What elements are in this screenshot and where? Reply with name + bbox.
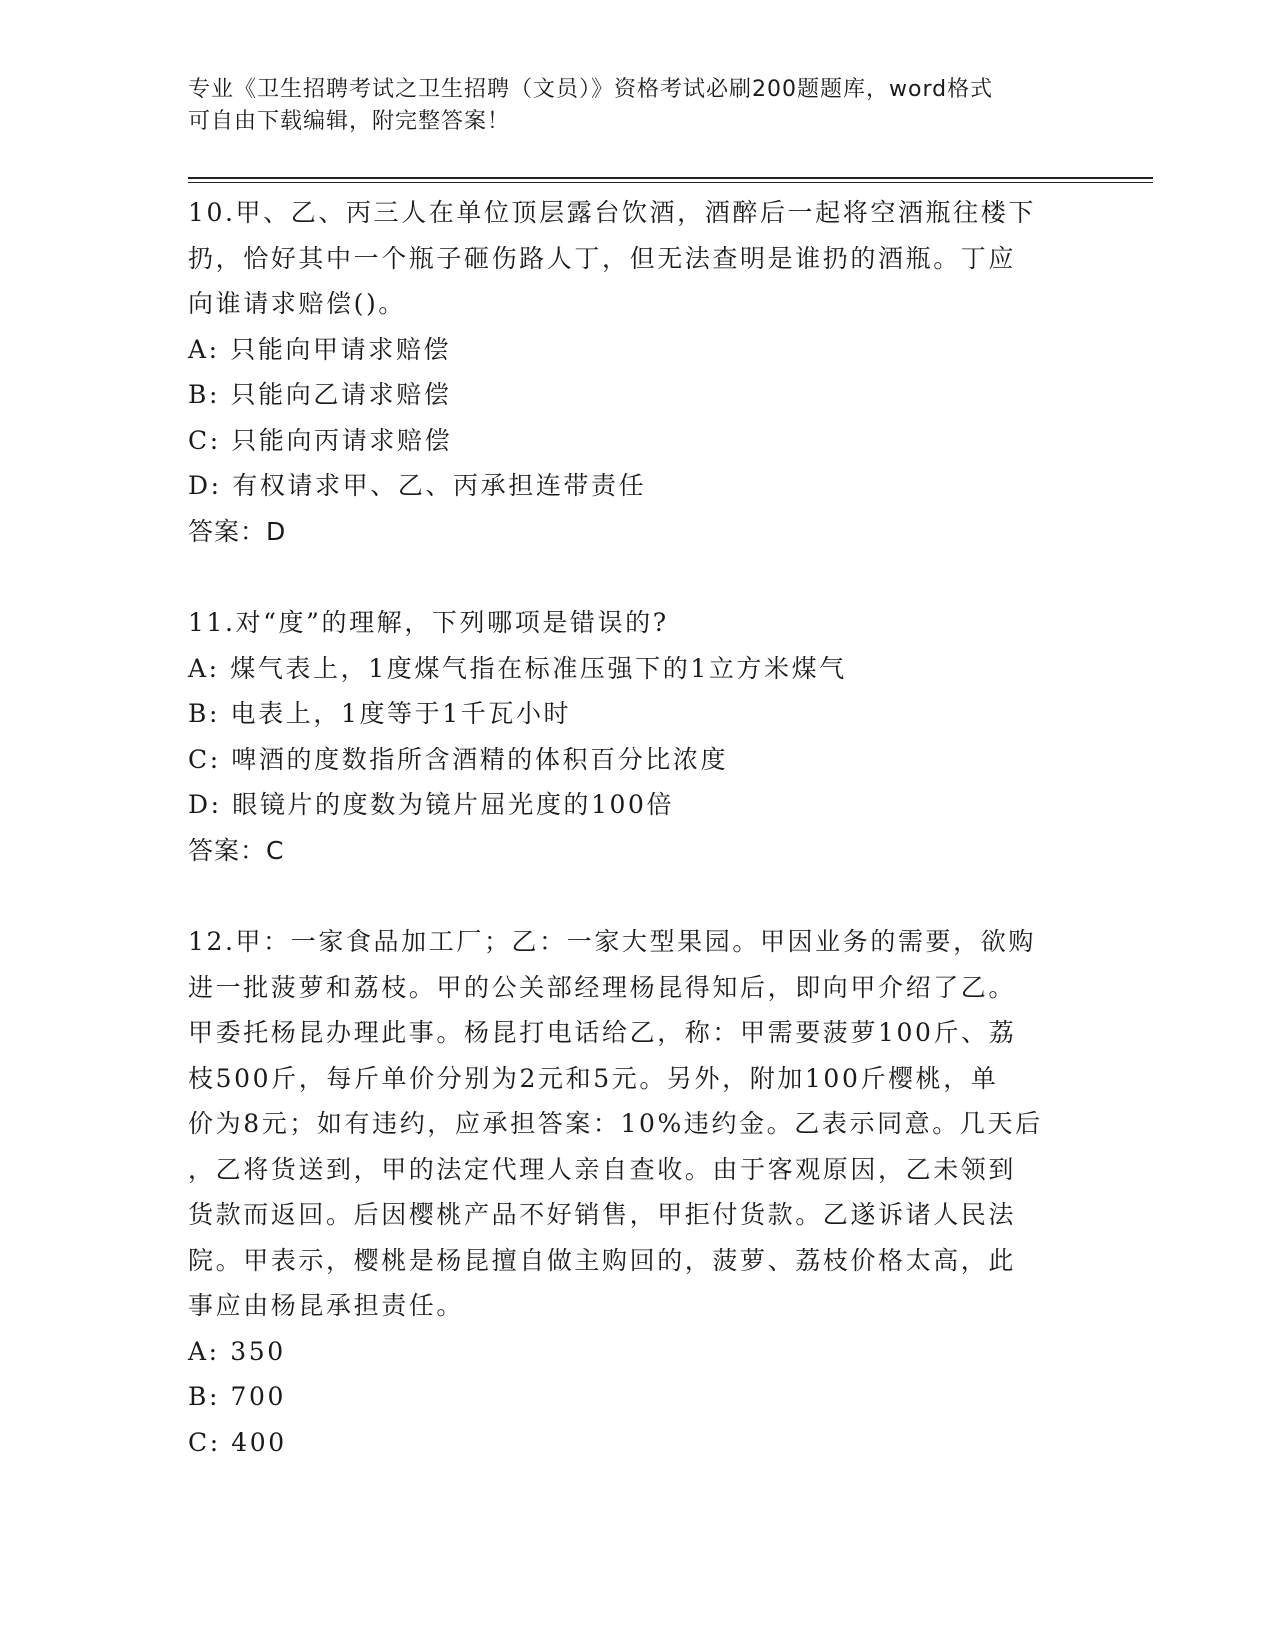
answer-label: 答案：C [188, 835, 285, 865]
option-a: A: 350 [188, 1336, 286, 1366]
question-text-line: 向谁请求赔偿()。 [188, 289, 406, 318]
question-11 [188, 600, 1088, 873]
question-text-line: 价为8元；如有违约，应承担答案：10%违约金。乙表示同意。几天后 [188, 1109, 1043, 1138]
option-b: B: 电表上，1度等于1千瓦小时 [188, 699, 572, 728]
question-list [188, 190, 1088, 1465]
header-line-2: 可自由下载编辑，附完整答案！ [188, 109, 511, 134]
option-a: A: 煤气表上，1度煤气指在标准压强下的1立方米煤气 [188, 653, 847, 683]
option-d: D: 眼镜片的度数为镜片屈光度的100倍 [188, 790, 675, 819]
option-d: D: 有权请求甲、乙、丙承担连带责任 [188, 471, 647, 500]
header-divider-thick [188, 177, 1153, 179]
option-a: A: 只能向甲请求赔偿 [188, 334, 452, 364]
option-b: B: 只能向乙请求赔偿 [188, 380, 452, 409]
question-spacer [188, 873, 1088, 919]
option-c: C: 只能向丙请求赔偿 [188, 425, 453, 455]
question-text-line: 货款而返回。后因樱桃产品不好销售，甲拒付货款。乙遂诉诸人民法 [188, 1200, 1017, 1229]
question-12 [188, 919, 1088, 1465]
question-text-line: 10.甲、乙、丙三人在单位顶层露台饮酒，酒醉后一起将空酒瓶往楼下 [188, 198, 1036, 227]
question-text-line: 甲委托杨昆办理此事。杨昆打电话给乙，称：甲需要菠萝100斤、荔 [188, 1018, 1017, 1047]
question-text-line: 12.甲：一家食品加工厂；乙：一家大型果园。甲因业务的需要，欲购 [188, 927, 1036, 956]
question-text-line: 11.对“度”的理解，下列哪项是错误的? [188, 608, 669, 637]
question-text-line: 院。甲表示，樱桃是杨昆擅自做主购回的，菠萝、荔枝价格太高，此 [188, 1245, 1017, 1275]
question-text-line: 枝500斤，每斤单价分别为2元和5元。另外，附加100斤樱桃，单 [188, 1063, 999, 1093]
header-line-1: 专业《卫生招聘考试之卫生招聘（文员）》资格考试必刷200题题库，word格式 [188, 77, 994, 102]
question-text-line: 进一批菠萝和荔枝。甲的公关部经理杨昆得知后，即向甲介绍了乙。 [188, 972, 1017, 1002]
question-text-line: 扔，恰好其中一个瓶子砸伤路人丁，但无法查明是谁扔的酒瓶。丁应 [188, 243, 1017, 273]
header-divider-thin [188, 182, 1153, 183]
option-c: C: 啤酒的度数指所含酒精的体积百分比浓度 [188, 744, 729, 774]
option-c: C: 400 [188, 1427, 287, 1457]
question-10 [188, 190, 1088, 554]
answer-label: 答案：D [188, 516, 287, 546]
option-b: B: 700 [188, 1382, 287, 1411]
question-text-line: 事应由杨昆承担责任。 [188, 1291, 465, 1320]
document-header [188, 74, 1068, 138]
question-text-line: ，乙将货送到，甲的法定代理人亲自查收。由于客观原因，乙未领到 [188, 1154, 1017, 1184]
question-spacer [188, 554, 1088, 600]
